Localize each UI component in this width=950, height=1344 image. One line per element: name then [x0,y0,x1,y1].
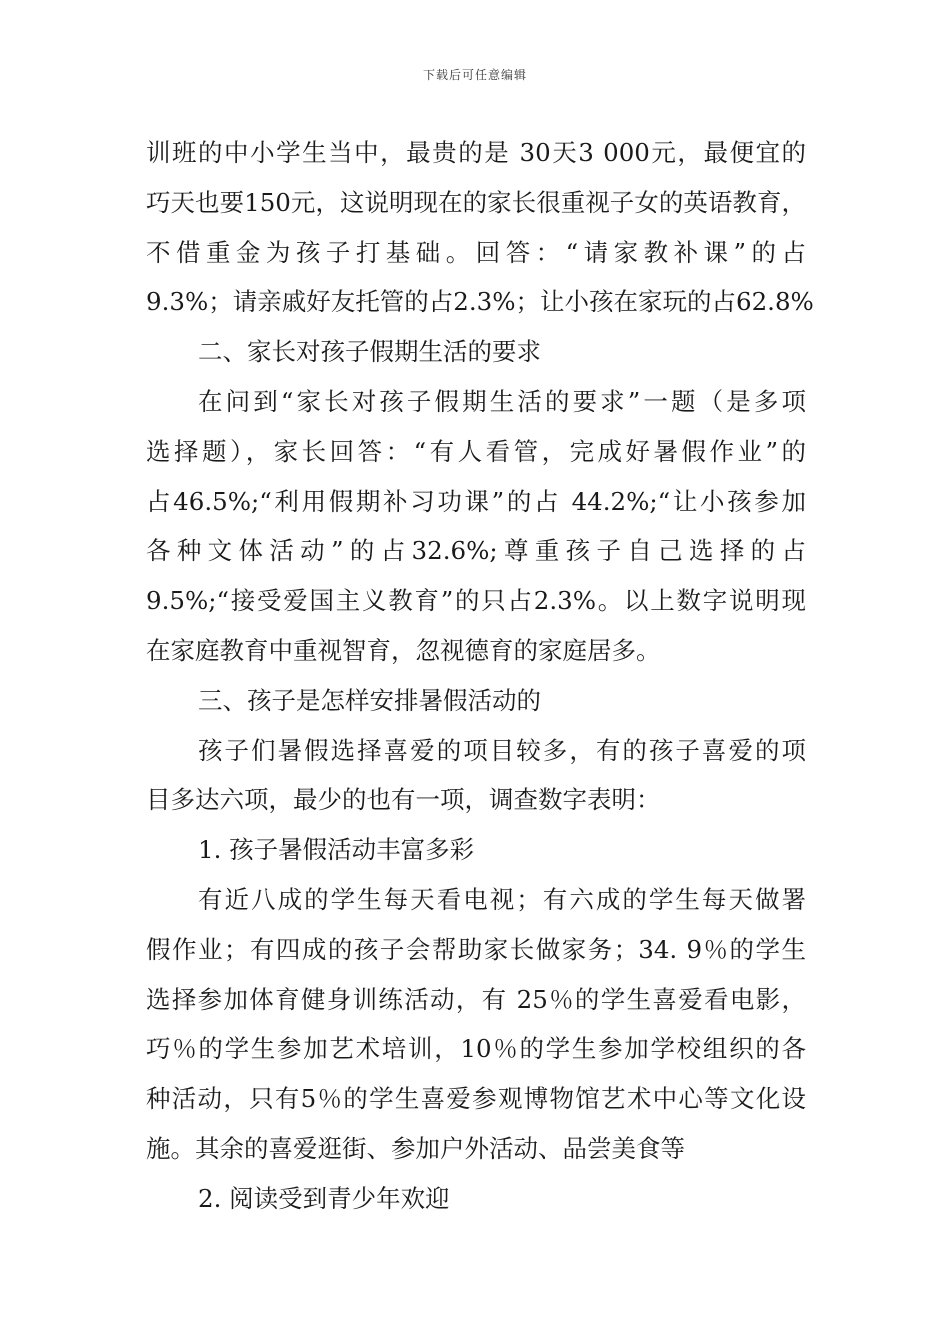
text-line: 巧天也要150元，这说明现在的家长很重视子女的英语教育， [146,187,806,217]
page-header-note: 下载后可任意编辑 [422,68,527,82]
text-line: 孩子们暑假选择喜爱的项目较多，有的孩子喜爱的项 [198,735,806,765]
text-line: 不借重金为孩子打基础。回答：“请家教补课”的占 [146,237,806,267]
subsection-heading: 2. 阅读受到青少年欢迎 [198,1183,450,1213]
text-line: 9.5%;“接受爱国主义教育”的只占2.3%。以上数字说明现 [146,586,806,616]
text-line: 有近八成的学生每天看电视；有六成的学生每天做署 [198,884,806,914]
text-line: 施。其余的喜爱逛街、参加户外活动、品尝美食等 [146,1133,685,1163]
text-line: 目多达六项，最少的也有一项，调查数字表明： [146,785,661,815]
text-line: 在家庭教育中重视智育，忽视德育的家庭居多。 [146,635,661,665]
subsection-heading: 1. 孩子暑假活动丰富多彩 [198,835,475,865]
section-heading: 二、家长对孩子假期生活的要求 [198,337,541,367]
text-line: 9.3%；请亲戚好友托管的占2.3%；让小孩在家玩的占62.8% [146,287,814,317]
text-line: 种活动，只有5％的学生喜爱参观博物馆艺术中心等文化设 [146,1084,806,1114]
text-line: 在问到“家长对孩子假期生活的要求”一题（是多项 [198,386,806,416]
document-body [146,128,814,1224]
section-heading: 三、孩子是怎样安排暑假活动的 [198,685,541,715]
text-line: 选择题），家长回答：“有人看管，完成好暑假作业”的 [146,436,806,466]
text-line: 训班的中小学生当中，最贵的是 30天3 000元，最便宜的 [146,138,806,167]
text-line: 各种文体活动”的占32.6%;尊重孩子自己选择的占 [146,536,806,566]
text-line: 占46.5%;“利用假期补习功课”的占 44.2%;“让小孩参加 [146,486,806,516]
text-line: 假作业；有四成的孩子会帮助家长做家务；34. 9％的学生 [146,934,806,964]
text-line: 巧％的学生参加艺术培训，10％的学生参加学校组织的各 [146,1034,806,1064]
text-line: 选择参加体育健身训练活动，有 25％的学生喜爱看电影， [146,984,806,1014]
